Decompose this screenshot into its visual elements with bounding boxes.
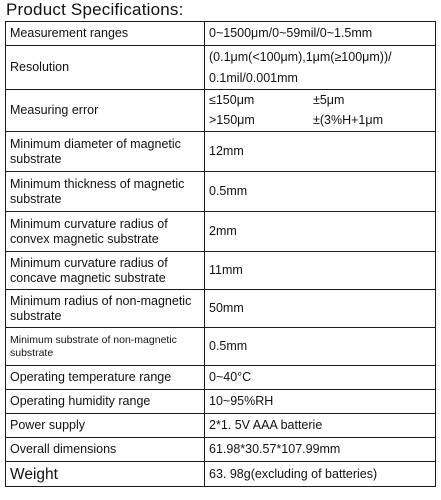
error-tolerance-2: ±(3%H+1μm [313,113,383,127]
min-concave-value: 11mm [205,252,436,290]
table-row [6,172,436,212]
table-row [6,328,436,366]
min-thickness-value: 0.5mm [205,172,436,212]
min-diameter-value: 12mm [205,132,436,172]
error-condition-1: ≤150μm [209,93,255,107]
power-supply-value: 2*1. 5V AAA batterie [205,414,436,438]
resolution-label: Resolution [6,46,205,90]
table-row [6,462,436,487]
min-concave-label: Minimum curvature radius of concave magnetic substrate [6,252,205,290]
table-row [6,390,436,414]
min-convex-value: 2mm [205,212,436,252]
min-diameter-label: Minimum diameter of magnetic substrate [6,132,205,172]
table-row [6,414,436,438]
table-row [6,212,436,252]
resolution-value-line2: 0.1mil/0.001mm [209,70,298,85]
table-row [6,132,436,172]
measurement-ranges-value: 0~1500μm/0~59mil/0~1.5mm [205,22,436,46]
page-title: Product Specifications: [6,0,184,19]
measuring-error-value [205,90,436,132]
weight-value: 63. 98g(excluding of batteries) [205,462,436,487]
table-row [6,366,436,390]
measuring-error-line2 [209,113,431,128]
op-temp-value: 0~40°C [205,366,436,390]
table-row [6,22,436,46]
resolution-value-line1: (0.1μm(<100μm),1μm(≥100μm))/ [209,49,392,64]
min-radius-nonmag-value: 50mm [205,290,436,328]
min-thickness-label: Minimum thickness of magnetic substrate [6,172,205,212]
resolution-value [205,46,436,90]
overall-dimensions-label: Overall dimensions [6,438,205,462]
measuring-error-line1 [209,93,431,108]
min-radius-nonmag-label: Minimum radius of non-magnetic substrate [6,290,205,328]
measurement-ranges-label: Measurement ranges [6,22,205,46]
op-humidity-label: Operating humidity range [6,390,205,414]
error-condition-2: >150μm [209,113,255,127]
op-temp-label: Operating temperature range [6,366,205,390]
table-row [6,438,436,462]
spec-table [5,21,436,487]
weight-label: Weight [6,462,205,487]
error-tolerance-1: ±5μm [313,93,345,107]
table-row [6,290,436,328]
min-convex-label: Minimum curvature radius of convex magnetic substrate [6,212,205,252]
table-row [6,46,436,90]
measuring-error-label: Measuring error [6,90,205,132]
min-substrate-nonmag-value: 0.5mm [205,328,436,366]
table-row [6,252,436,290]
min-substrate-nonmag-label: Minimum substrate of non-magnetic substrate [6,328,205,366]
op-humidity-value: 10~95%RH [205,390,436,414]
overall-dimensions-value: 61.98*30.57*107.99mm [205,438,436,462]
power-supply-label: Power supply [6,414,205,438]
table-row [6,90,436,132]
